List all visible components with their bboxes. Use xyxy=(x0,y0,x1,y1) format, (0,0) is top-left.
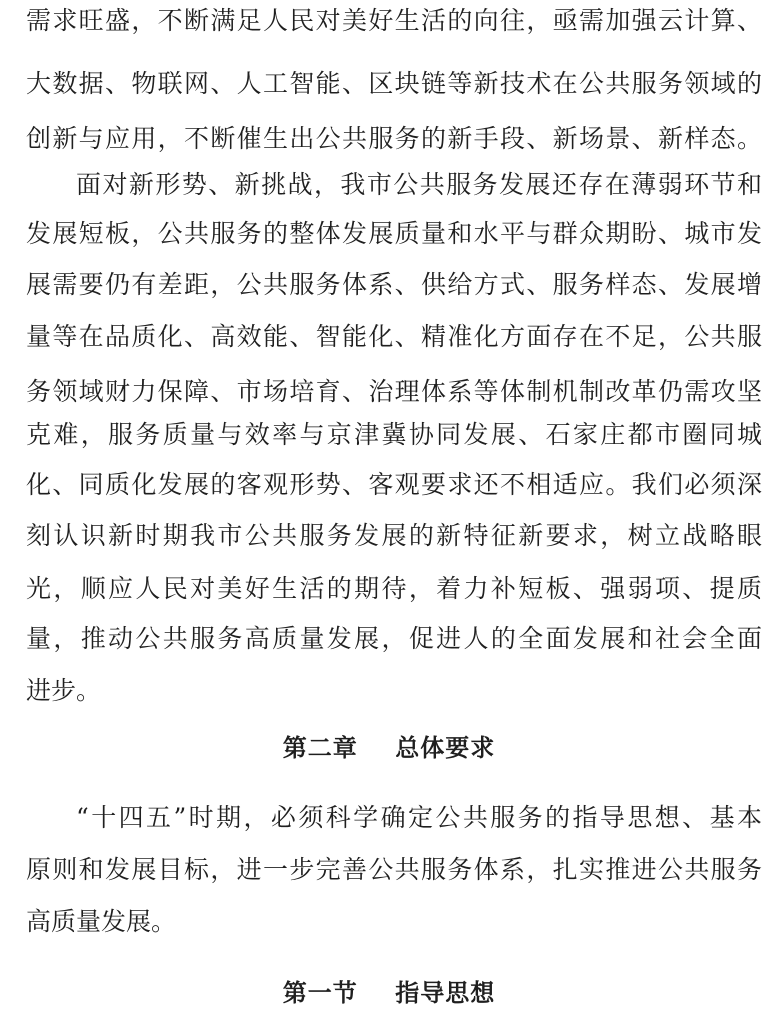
text-line: “十四五”时期，必须科学确定公共服务的指导思想、基本 xyxy=(76,803,762,832)
section-heading: 第一节 指导思想 xyxy=(282,979,496,1007)
text-line: 原则和发展目标，进一步完善公共服务体系，扎实推进公共服务 xyxy=(26,855,762,884)
text-line: 面对新形势、新挑战，我市公共服务发展还存在薄弱环节和 xyxy=(76,170,762,199)
text-line: 创新与应用，不断催生出公共服务的新手段、新场景、新样态。 xyxy=(26,124,762,153)
text-line: 刻认识新时期我市公共服务发展的新特征新要求，树立战略眼 xyxy=(26,521,762,550)
text-line: 克难，服务质量与效率与京津冀协同发展、石家庄都市圈同城 xyxy=(26,420,762,449)
chapter-heading: 第二章 总体要求 xyxy=(282,734,496,762)
text-line: 光，顺应人民对美好生活的期待，着力补短板、强弱项、提质 xyxy=(26,574,762,603)
text-line: 高质量发展。 xyxy=(26,907,177,936)
text-line: 展需要仍有差距，公共服务体系、供给方式、服务样态、发展增 xyxy=(26,270,762,299)
text-line: 务领域财力保障、市场培育、治理体系等体制机制改革仍需攻坚 xyxy=(26,377,762,406)
text-line: 量，推动公共服务高质量发展，促进人的全面发展和社会全面 xyxy=(26,624,762,653)
text-line: 大数据、物联网、人工智能、区块链等新技术在公共服务领域的 xyxy=(26,69,762,98)
text-line: 化、同质化发展的客观形势、客观要求还不相适应。我们必须深 xyxy=(26,470,762,499)
text-line: 进步。 xyxy=(26,676,102,705)
text-line: 发展短板，公共服务的整体发展质量和水平与群众期盼、城市发 xyxy=(26,219,762,248)
text-line: 需求旺盛，不断满足人民对美好生活的向往，亟需加强云计算、 xyxy=(26,6,762,35)
text-line: 量等在品质化、高效能、智能化、精准化方面存在不足，公共服 xyxy=(26,322,762,351)
